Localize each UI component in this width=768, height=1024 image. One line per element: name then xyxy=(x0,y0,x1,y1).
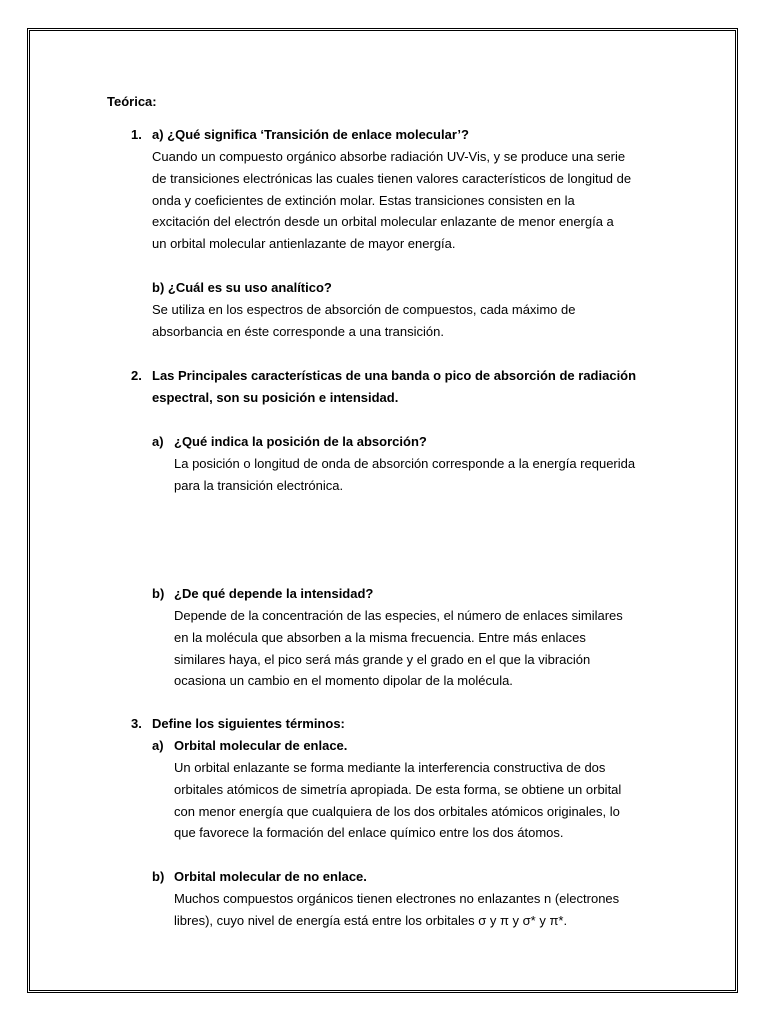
q1b-answer-line: absorbancia en éste corresponde a una transición. xyxy=(152,323,444,339)
q3a-term: Orbital molecular de enlace. xyxy=(174,738,348,753)
q1a-answer-line: excitación del electrón desde un orbital molecular enlazante de menor energía a xyxy=(152,214,614,230)
q2b-question: ¿De qué depende la intensidad? xyxy=(174,586,374,601)
q3b-answer-line: Muchos compuestos orgánicos tienen electrones no enlazantes n (electrones xyxy=(174,891,620,906)
q1-number: 1. xyxy=(131,127,142,142)
q3b-marker: b) xyxy=(152,869,165,884)
q2-number: 2. xyxy=(131,368,142,383)
q1a-answer-line: de transiciones electrónicas las cuales tienen valores característicos de longitud de xyxy=(152,170,632,186)
q1a-answer-line: un orbital molecular antienlazante de mayor energía. xyxy=(152,236,456,252)
q2b-marker: b) xyxy=(152,586,165,601)
q1b-question: b) ¿Cuál es su uso analítico? xyxy=(152,280,332,295)
q3a-answer-line: que favorece la formación del enlace químico entre los dos átomos. xyxy=(174,825,564,841)
q3a-answer-line: con menor energía que cualquiera de los dos orbitales atómicos originales, lo xyxy=(174,803,620,819)
q2a-answer-line: para la transición electrónica. xyxy=(174,477,344,493)
q2-statement xyxy=(152,365,636,409)
q2b-answer-line: similares haya, el pico será más grande y el grado en el que la vibración xyxy=(174,651,591,667)
q2b-answer xyxy=(174,605,623,692)
q2a-answer xyxy=(174,453,635,497)
q2b-answer-line: en la molécula que absorben a la misma frecuencia. Entre más enlaces xyxy=(174,629,586,645)
q2-statement-line: espectral, son su posición e intensidad. xyxy=(152,389,399,405)
q2b-answer-line: Depende de la concentración de las especies, el número de enlaces similares xyxy=(174,608,623,623)
q3a-answer xyxy=(174,757,621,844)
q1a-answer-line: Cuando un compuesto orgánico absorbe radiación UV-Vis, y se produce una serie xyxy=(152,149,626,164)
q2a-answer-line: La posición o longitud de onda de absorción corresponde a la energía requerida xyxy=(174,456,636,471)
q3a-answer-line: orbitales atómicos de simetría apropiada. De esta forma, se obtiene un orbital xyxy=(174,781,622,797)
q2b-answer-line: ocasiona un cambio en el momento dipolar de la molécula. xyxy=(174,673,513,689)
q3-number: 3. xyxy=(131,716,142,731)
q2-statement-line: Las Principales características de una banda o pico de absorción de radiación xyxy=(152,368,637,383)
q1b-answer xyxy=(152,299,575,343)
q2a-question: ¿Qué indica la posición de la absorción? xyxy=(174,434,427,449)
q3a-marker: a) xyxy=(152,738,164,753)
q3b-term: Orbital molecular de no enlace. xyxy=(174,869,367,884)
q1a-question: a) ¿Qué significa ‘Transición de enlace molecular’? xyxy=(152,127,469,142)
q1a-answer-line: onda y coeficientes de extinción molar. Estas transiciones consisten en la xyxy=(152,192,575,208)
q3b-answer xyxy=(174,888,619,932)
section-title: Teórica: xyxy=(107,94,157,109)
q2a-marker: a) xyxy=(152,434,164,449)
q1a-answer xyxy=(152,146,631,255)
q1b-answer-line: Se utiliza en los espectros de absorción de compuestos, cada máximo de xyxy=(152,302,576,317)
q3-statement: Define los siguientes términos: xyxy=(152,716,345,731)
q3a-answer-line: Un orbital enlazante se forma mediante la interferencia constructiva de dos xyxy=(174,760,606,775)
q3b-answer-line: libres), cuyo nivel de energía está entre los orbitales σ y π y σ* y π*. xyxy=(174,912,568,928)
